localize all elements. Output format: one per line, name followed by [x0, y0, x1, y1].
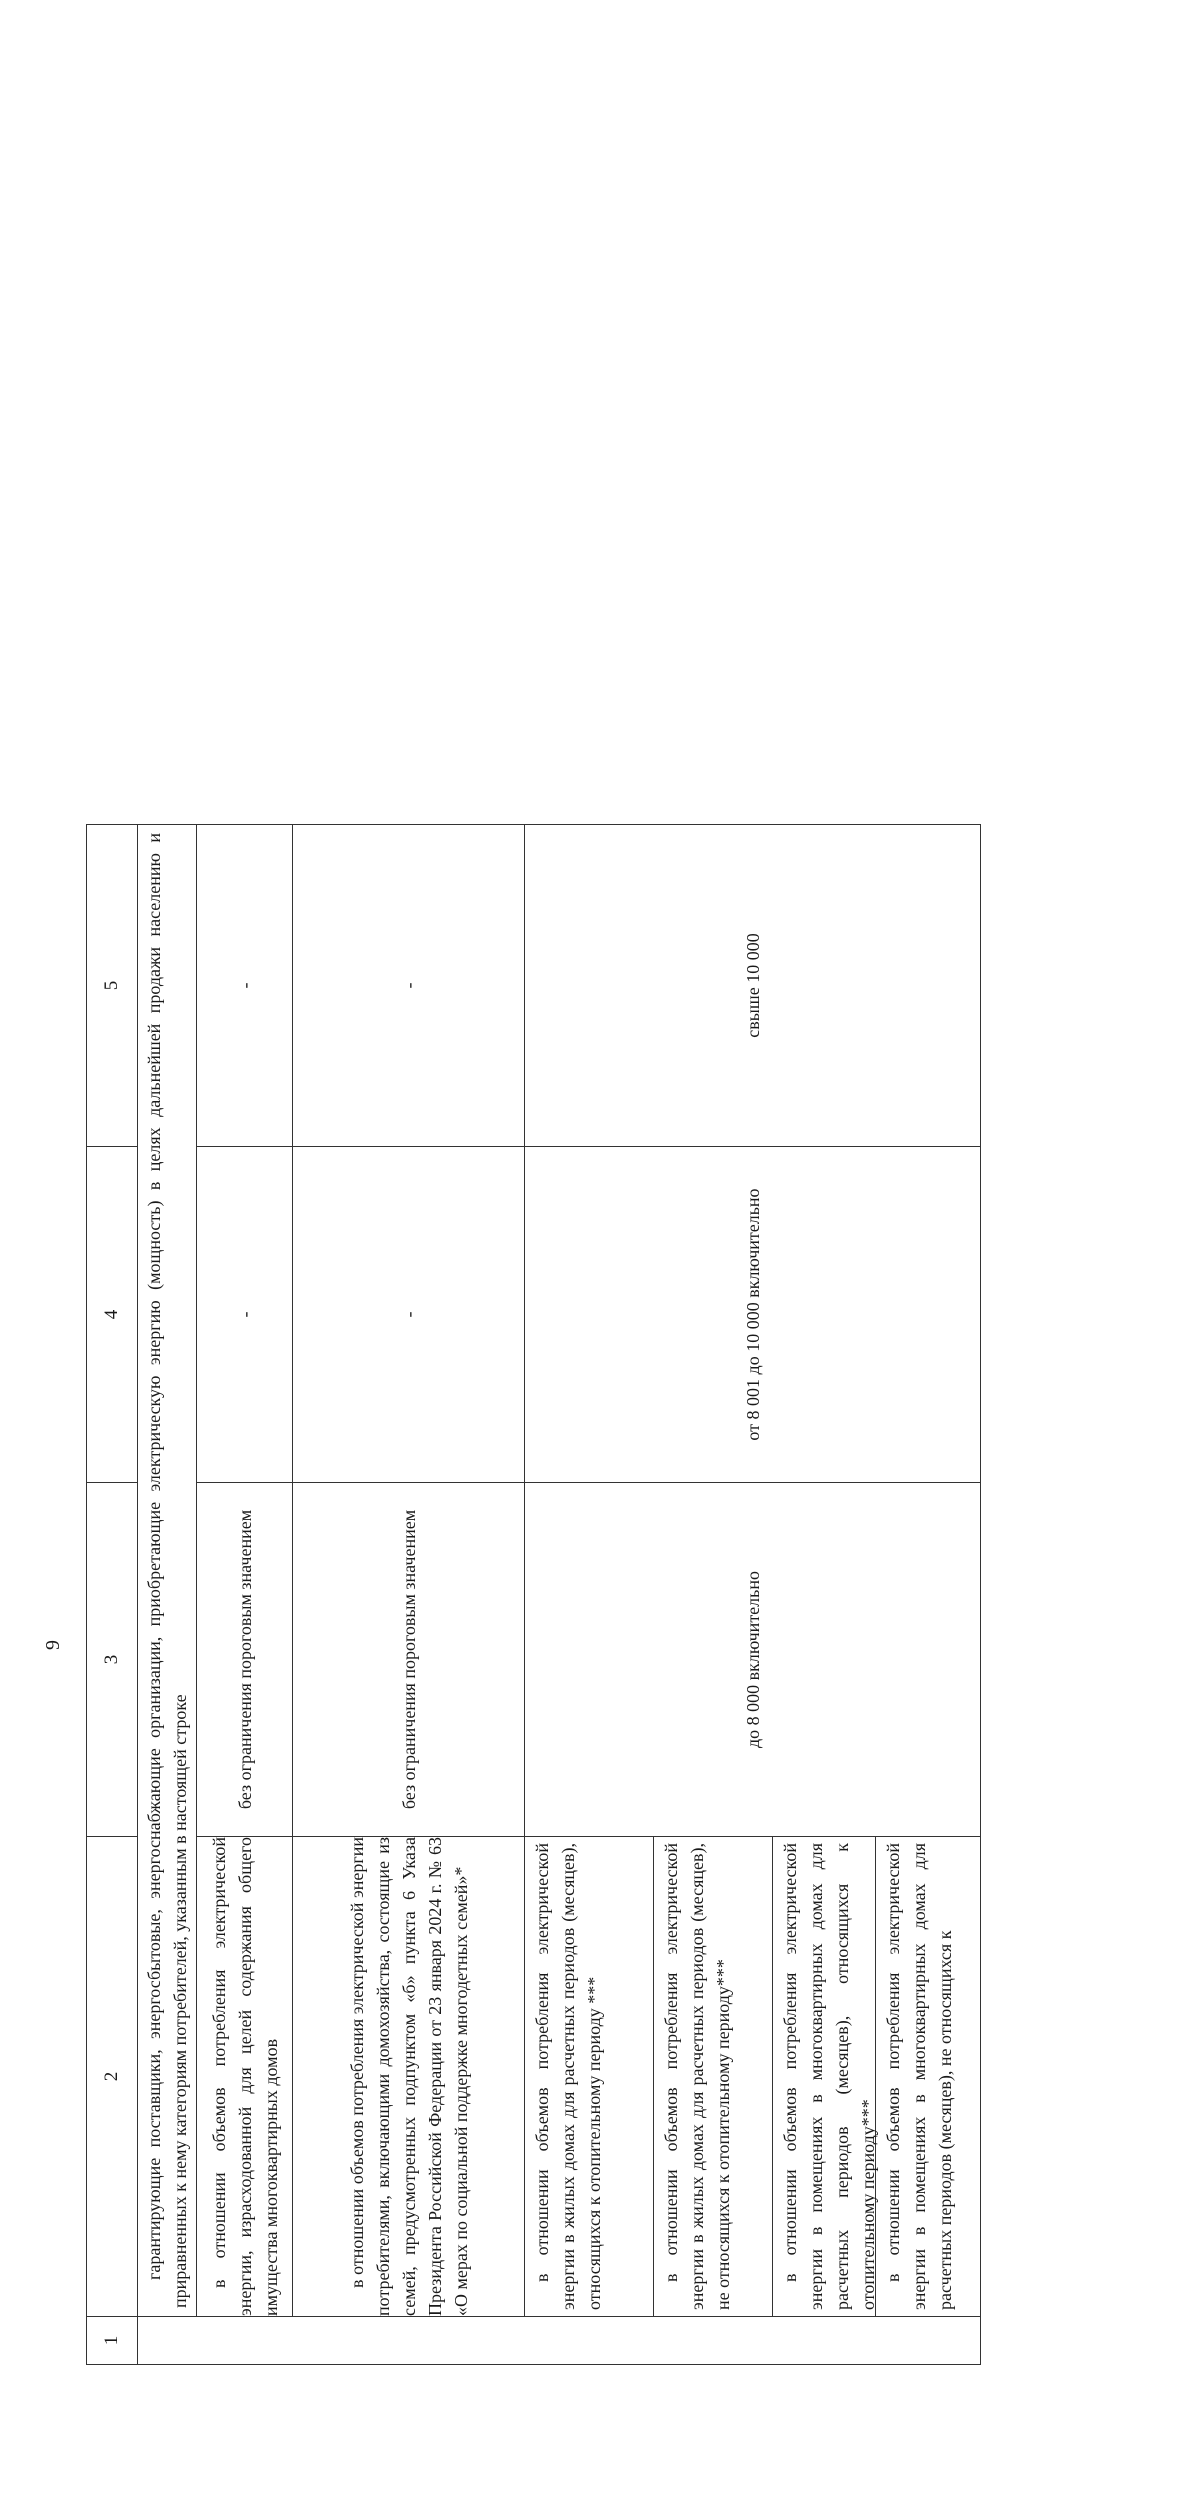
col-number-4: 4	[87, 1147, 138, 1483]
tariff-table	[86, 824, 981, 2365]
col-number-3: 3	[87, 1483, 138, 1837]
table-row	[197, 825, 293, 2365]
row-col5: -	[197, 825, 293, 1147]
row-description: в отношении объемов потребления электрической энергии потребителями, включающими домохозяйства, состоящие из семей, предусмотренных подпунктом «б» пункта 6 Указа Президента Российской Федерации от 23 января 2024 г. № 63 «О мерах по социальной поддержке многодетных семей»*	[293, 1837, 525, 2317]
category-span-row	[138, 825, 197, 2365]
row-col3: без ограничения пороговым значением	[293, 1483, 525, 1837]
rotated-page	[20, 785, 1180, 2505]
row-description: в отношении объемов потребления электрической энергии, израсходованной для целей содержания общего имущества многоквартирных домов	[197, 1837, 293, 2317]
header-row	[87, 825, 138, 2365]
row-col5: -	[293, 825, 525, 1147]
category-text: гарантирующие поставщики, энергосбытовые, энергоснабжающие организации, приобретающие электрическую энергию (мощность) в целях дальнейшей продажи населению и приравненных к нему категориям потребителей, указанным в настоящей строке	[138, 825, 197, 2317]
row-col4: от 8 001 до 10 000 включительно	[525, 1147, 981, 1483]
row-description: в отношении объемов потребления электрической энергии в жилых домах для расчетных периодов (месяцев), не относящихся к отопительному периоду***	[653, 1837, 772, 2316]
row-col4: -	[197, 1147, 293, 1483]
table-row	[293, 825, 525, 2365]
row-description-group	[525, 1837, 981, 2317]
row-col5: свыше 10 000	[525, 825, 981, 1147]
page-number: 9	[42, 1640, 64, 1650]
row-col3: до 8 000 включительно	[525, 1483, 981, 1837]
table-row	[525, 825, 981, 2365]
col-number-2: 2	[87, 1837, 138, 2317]
row-description: в отношении объемов потребления электрической энергии в жилых домах для расчетных периодов (месяцев), относящихся к отопительному периоду ***	[532, 1843, 604, 2310]
row-col4: -	[293, 1147, 525, 1483]
col-number-5: 5	[87, 825, 138, 1147]
row-number-cell	[138, 2317, 981, 2365]
row-description: в отношении объемов потребления электрической энергии в помещениях в многоквартирных домах для расчетных периодов (месяцев), не относящихся к	[875, 1837, 980, 2316]
row-description: в отношении объемов потребления электрической энергии в помещениях в многоквартирных домах для расчетных периодов (месяцев), относящихся к отопительному периоду***	[772, 1837, 875, 2316]
row-col3: без ограничения пороговым значением	[197, 1483, 293, 1837]
col-number-1: 1	[87, 2317, 138, 2365]
